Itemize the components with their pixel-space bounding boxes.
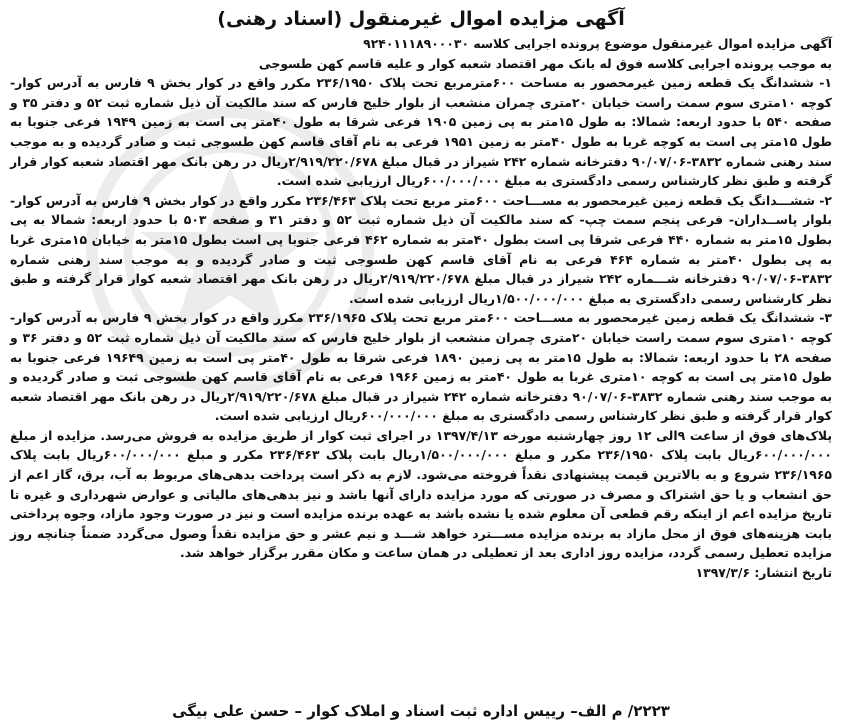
notice-body <box>10 34 832 583</box>
intro-line-case: آگهی مزایده اموال غیرمنقول موضوع پرونده اجرایی کلاسه ۹۲۴۰۱۱۱۸۹۰۰۰۳۰ <box>363 36 832 51</box>
property-item-3: ۳- ششدانگ یک قطعه زمین غیرمحصور به مســـاحت ۶۰۰متر مربع تحت پلاک ۲۳۶/۱۹۶۵ مکرر واقع در کوار بخش ۹ فارس به آدرس کوار- کوچه ۱۰متری سوم سمت راست خیابان ۲۰متری چمران منشعب از بلوار خلیج فارس که سند مالکیت آن ذیل شماره ثبت ۵۲ و دفتر ۳۶ و صفحه ۲۸ با حدود اربعه: شمالا: به طول ۱۵متر به پی زمین ۱۸۹۰ فرعی شرقا به طول ۴۰متر پی است به زمین ۱۹۶۴۹ فرعی جنوبا به طول ۱۵متر پی است به کوچه ۱۰متری غربا به طول ۴۰متر به زمین ۱۹۶۶ فرعی به نام آقای قاسم کهن طسوجی ثبت و صادر گردیده و به موجب سند رهنی شماره ۳۸۳۲-۹۰/۰۷/۰۶ دفترخانه شماره ۲۴۲ شیراز در قبال مبلغ ۲/۹۱۹/۲۲۰/۶۷۸ریال در رهن بانک مهر اقتصاد شعبه کوار قرار گرفته و طبق نظر کارشناس رسمی دادگستری به مبلغ ۶۰۰/۰۰۰/۰۰۰ریال ارزیابی شده است. <box>10 310 832 424</box>
auction-conditions: پلاک‌های فوق از ساعت ۹الی ۱۲ روز چهارشنبه مورخه ۱۳۹۷/۴/۱۳ در اجرای ثبت کوار از طریق مزایده به فروش می‌رسد. مزایده از مبلغ ۶۰۰/۰۰۰/۰۰۰ریال بابت پلاک ۲۳۶/۱۹۵۰ مکرر و مبلغ ۱/۵۰۰/۰۰۰/۰۰۰ریال بابت پلاک ۲۳۶/۴۶۳ مکرر و مبلغ ۶۰۰/۰۰۰/۰۰۰ریال بابت پلاک ۲۳۶/۱۹۶۵ شروع و به بالاترین قیمت پیشنهادی نقداً فروخته می‌شود. لازم به ذکر است پرداخت بدهی‌های مربوط به آب، برق، گاز اعم از حق انشعاب و یا حق اشتراک و مصرف در صورتی که مورد مزایده دارای آنها باشد و نیز بدهی‌های مالیاتی و عوارض شهرداری و غیره تا تاریخ مزایده اعم از اینکه رقم قطعی آن معلوم شده یا نشده باشد به عهده برنده مزایده است و نیز در صورت وجود مازاد، وجوه پرداختی بابت هزینه‌های فوق از محل مازاد به برنده مزایده مســـترد خواهد شـــد و نیم عشر و حق مزایده نقداً وصول می‌گردد ضمناً چنانچه روز مزایده تعطیل رسمی گردد، مزایده روز اداری بعد از تعطیلی در همان ساعت و مکان مقرر برگزار خواهد شد. <box>10 427 832 561</box>
property-item-2: ۲- ششـــدانگ یک قطعه زمین غیرمحصور به مســـاحت ۶۰۰متر مربع تحت پلاک ۲۳۶/۴۶۳ مکرر واقع در کوار بخش ۹ فارس به آدرس کوار- بلوار پاســداران- فرعی پنجم سمت چپ- که سند مالکیت آن ذیل شماره ثبت ۵۲ و دفتر ۳۱ و صفحه ۵۰۳ با حدود اربعه: شمالا به پی بطول ۱۵متر به شماره ۴۴۰ فرعی شرقا پی است بطول ۴۰متر به شماره ۴۶۲ فرعی جنوبا پی است بطول ۱۵متر به خیابان ۱۵متری غربا به پی بطول ۴۰متر به شماره ۴۶۴ فرعی به نام آقای قاسم کهن طسوجی ثبت و صادر گردیده و به موجب سند رهنی شماره ۳۸۳۲-۹۰/۰۷/۰۶ دفترخانه شـــماره ۲۴۲ شیراز در قبال مبلغ ۲/۹۱۹/۲۲۰/۶۷۸ریال در رهن بانک مهر اقتصاد شعبه کوار قرار گرفته و طبق نظر کارشناس رسمی دادگستری به مبلغ ۱/۵۰۰/۰۰۰/۰۰۰ریال ارزیابی شده است. <box>10 192 833 306</box>
notice-footer-signature: ۲۲۲۳/ م الف– رییس اداره ثبت اسناد و املاک کوار – حسن علی بیگی <box>172 702 670 720</box>
intro-line-parties: به موجب پرونده اجرایی کلاسه فوق له بانک مهر اقتصاد شعبه کوار و علیه قاسم کهن طسوجی <box>258 55 832 71</box>
property-item-1: ۱- ششدانگ یک قطعه زمین غیرمحصور به مساحت ۶۰۰مترمربع تحت پلاک ۲۳۶/۱۹۵۰ مکرر واقع در کوار بخش ۹ فارس به آدرس کوار- کوچه ۱۰متری سوم سمت راست خیابان ۲۰متری چمران منشعب از بلوار خلیج فارس که سند مالکیت آن ذیل شماره ثبت ۵۲ و دفتر ۳۵ و صفحه ۵۴۰ با حدود اربعه: شمالا: به طول ۱۵متر به پی زمین ۱۹۰۵ فرعی شرقا به طول ۴۰متر پی است به زمین ۱۹۴۹ فرعی جنوبا به طول ۱۵متر پی است به کوچه غربا به طول ۴۰متر به زمین ۱۹۵۱ فرعی به نام آقای قاسم کهن طسوجی ثبت و صادر گردیده و به موجب سند رهنی شماره ۳۸۳۲-۹۰/۰۷/۰۶ دفترخانه شماره ۲۴۲ شیراز در قبال مبلغ ۲/۹۱۹/۲۲۰/۶۷۸ریال در رهن بانک مهر اقتصاد شعبه کوار قرار گرفته و طبق نظر کارشناس رسمی دادگستری به مبلغ ۶۰۰/۰۰۰/۰۰۰ریال ارزیابی شده است. <box>10 75 832 189</box>
publish-date: تاریخ انتشار: ۱۳۹۷/۳/۶ <box>695 565 832 581</box>
notice-title: آگهی مزایده اموال غیرمنقول (اسناد رهنی) <box>217 8 625 30</box>
